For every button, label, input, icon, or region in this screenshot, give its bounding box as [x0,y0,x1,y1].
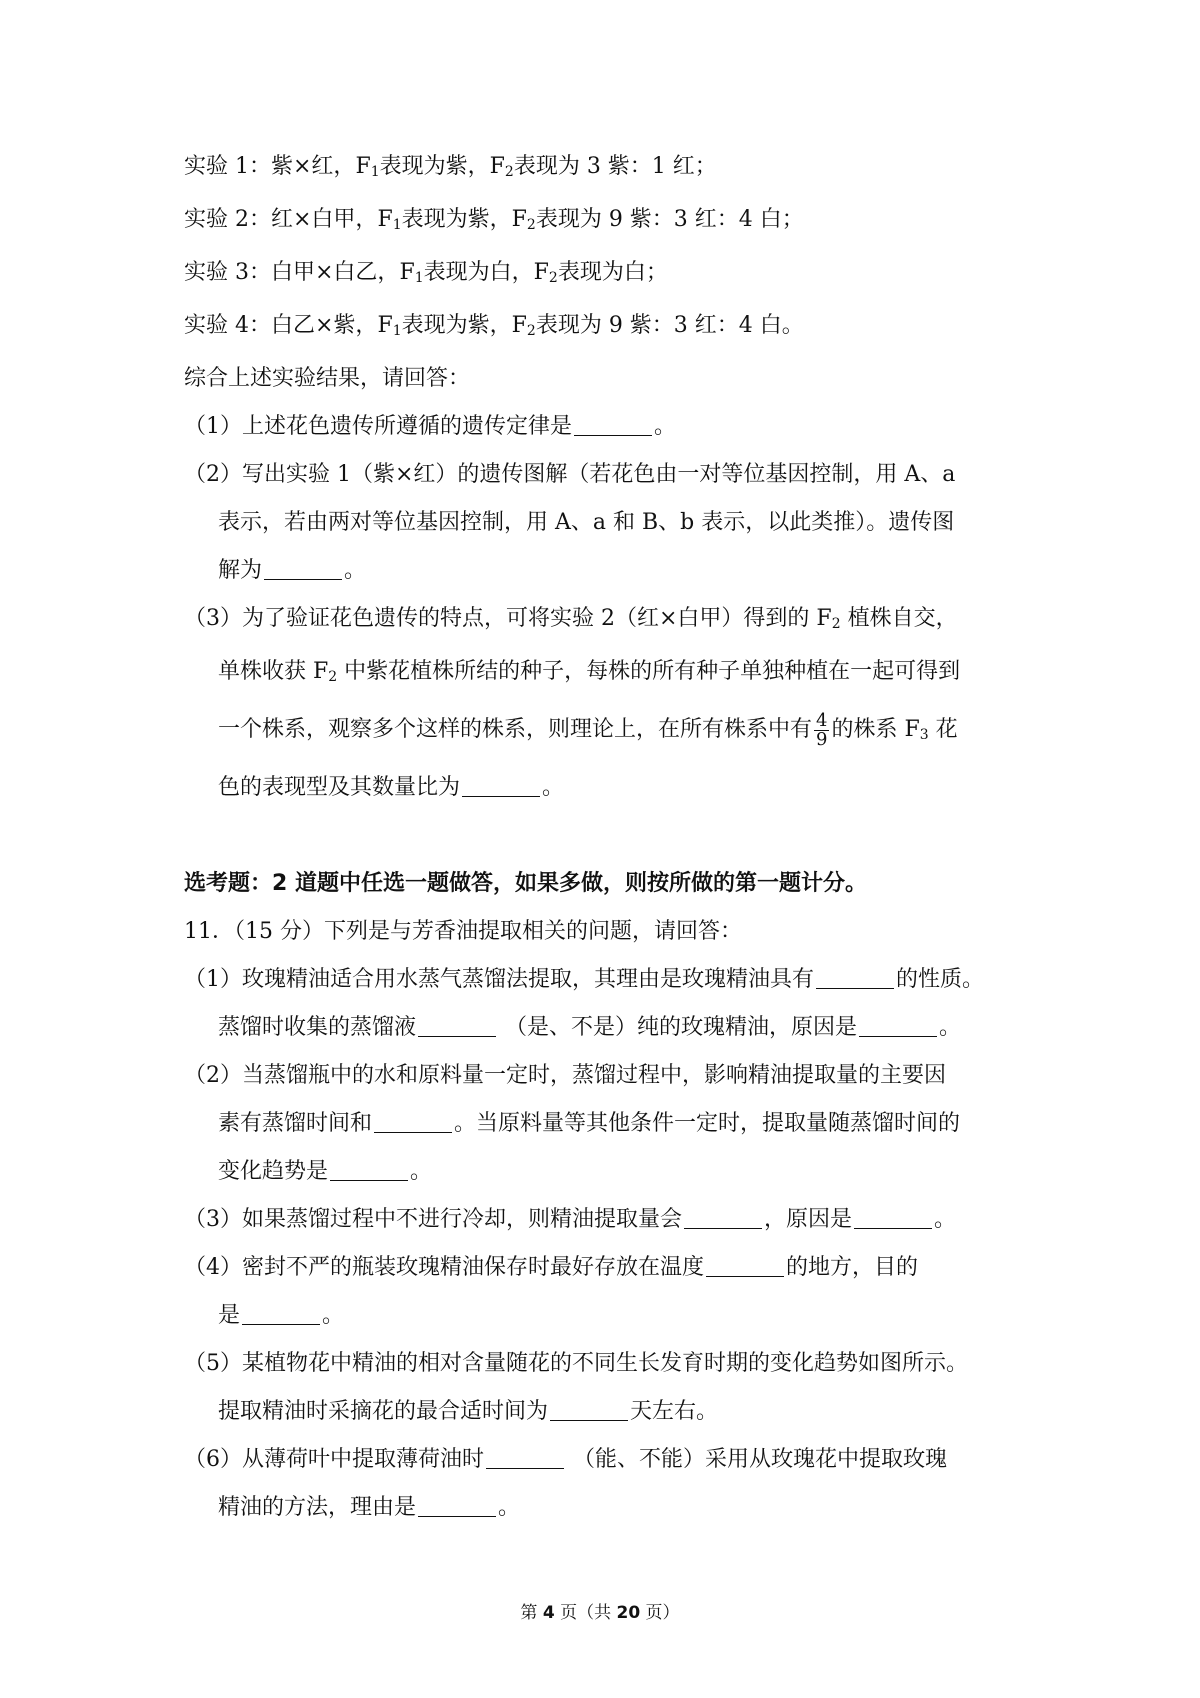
answer-blank[interactable] [418,1014,496,1037]
q11-part-2-line-1: （2）当蒸馏瓶中的水和原料量一定时，蒸馏过程中，影响精油提取量的主要因 [184,1063,946,1088]
q11-part-5-line-2: 提取精油时采摘花的最合适时间为 天左右。 [218,1399,719,1424]
answer-blank[interactable] [242,1302,320,1325]
fraction-four-ninths: $\frac{4}{9}$ [816,709,828,750]
answer-blank[interactable] [462,774,540,797]
page-footer: 第 4 页（共 20 页） [520,1603,680,1623]
q11-title: 11．（15 分）下列是与芳香油提取相关的问题，请回答： [184,919,742,944]
answer-blank[interactable] [330,1158,408,1181]
experiment-2: 实验 2：红×白甲，$F_1$表现为紫，$F_2$表现为 9 紫：3 红：4 白； [184,207,804,233]
answer-blank[interactable] [550,1398,628,1421]
q10-part-3-line-3: 一个株系，观察多个这样的株系，则理论上，在所有株系中有 $\frac{4}{9}$ 的株系 $F_3$ 花 [218,709,958,750]
q11-part-2-line-3: 变化趋势是 。 [218,1159,433,1184]
q11-part-4-line-2: 是 。 [218,1303,345,1328]
answer-blank[interactable] [854,1206,932,1229]
answer-blank[interactable] [418,1494,496,1517]
q10-part-3-line-2: 单株收获 $F_2$ 中紫花植株所结的种子，每株的所有种子单独种植在一起可得到 [218,659,961,685]
q11-part-1-line-1: （1）玫瑰精油适合用水蒸气蒸馏法提取，其理由是玫瑰精油具有 的性质。 [184,967,985,992]
q11-part-6-line-1: （6）从薄荷叶中提取薄荷油时 （能、不能）采用从玫瑰花中提取玫瑰 [184,1447,948,1472]
page-content [184,150,1034,1525]
answer-blank[interactable] [684,1206,762,1229]
answer-blank[interactable] [486,1446,564,1469]
answer-blank[interactable] [706,1254,784,1277]
intro-text: 综合上述实验结果，请回答： [184,366,471,391]
experiment-3: 实验 3：白甲×白乙，$F_1$表现为白，$F_2$表现为白； [184,260,668,286]
q11-part-6-line-2: 精油的方法，理由是 。 [218,1495,521,1520]
answer-blank[interactable] [816,966,894,989]
section-heading: 选考题：2 道题中任选一题做答，如果多做，则按所做的第一题计分。 [184,871,867,896]
q11-part-5-line-1: （5）某植物花中精油的相对含量随花的不同生长发育时期的变化趋势如图所示。 [184,1351,968,1376]
q11-part-1-line-2: 蒸馏时收集的蒸馏液 （是、不是）纯的玫瑰精油，原因是 。 [218,1015,962,1040]
experiment-4: 实验 4：白乙×紫，$F_1$表现为紫，$F_2$表现为 9 紫：3 红：4 白。 [184,313,804,339]
q10-part-3-line-1: （3）为了验证花色遗传的特点，可将实验 2（红×白甲）得到的 $F_2$ 植株自交， [184,606,958,632]
q10-part-2-line-1: （2）写出实验 1（紫×红）的遗传图解（若花色由一对等位基因控制，用 A、a [184,462,956,487]
answer-blank[interactable] [374,1110,452,1133]
answer-blank[interactable] [574,413,652,436]
q10-part-2-line-3: 解为 。 [218,558,367,583]
q11-part-3: （3）如果蒸馏过程中不进行冷却，则精油提取量会 ，原因是 。 [184,1207,957,1232]
answer-blank[interactable] [264,557,342,580]
q10-part-3-line-4: 色的表现型及其数量比为 。 [218,775,565,800]
q10-part-2-line-2: 表示，若由两对等位基因控制，用 A、a 和 B、b 表示，以此类推）。遗传图 [218,510,955,535]
q11-part-2-line-2: 素有蒸馏时间和 。当原料量等其他条件一定时，提取量随蒸馏时间的 [218,1111,961,1136]
answer-blank[interactable] [859,1014,937,1037]
q11-part-4-line-1: （4）密封不严的瓶装玫瑰精油保存时最好存放在温度 的地方，目的 [184,1255,919,1280]
experiment-1: 实验 1：紫×红，$F_1$表现为紫，$F_2$表现为 3 紫：1 红； [184,154,717,180]
q10-part-1: （1）上述花色遗传所遵循的遗传定律是 。 [184,414,677,439]
